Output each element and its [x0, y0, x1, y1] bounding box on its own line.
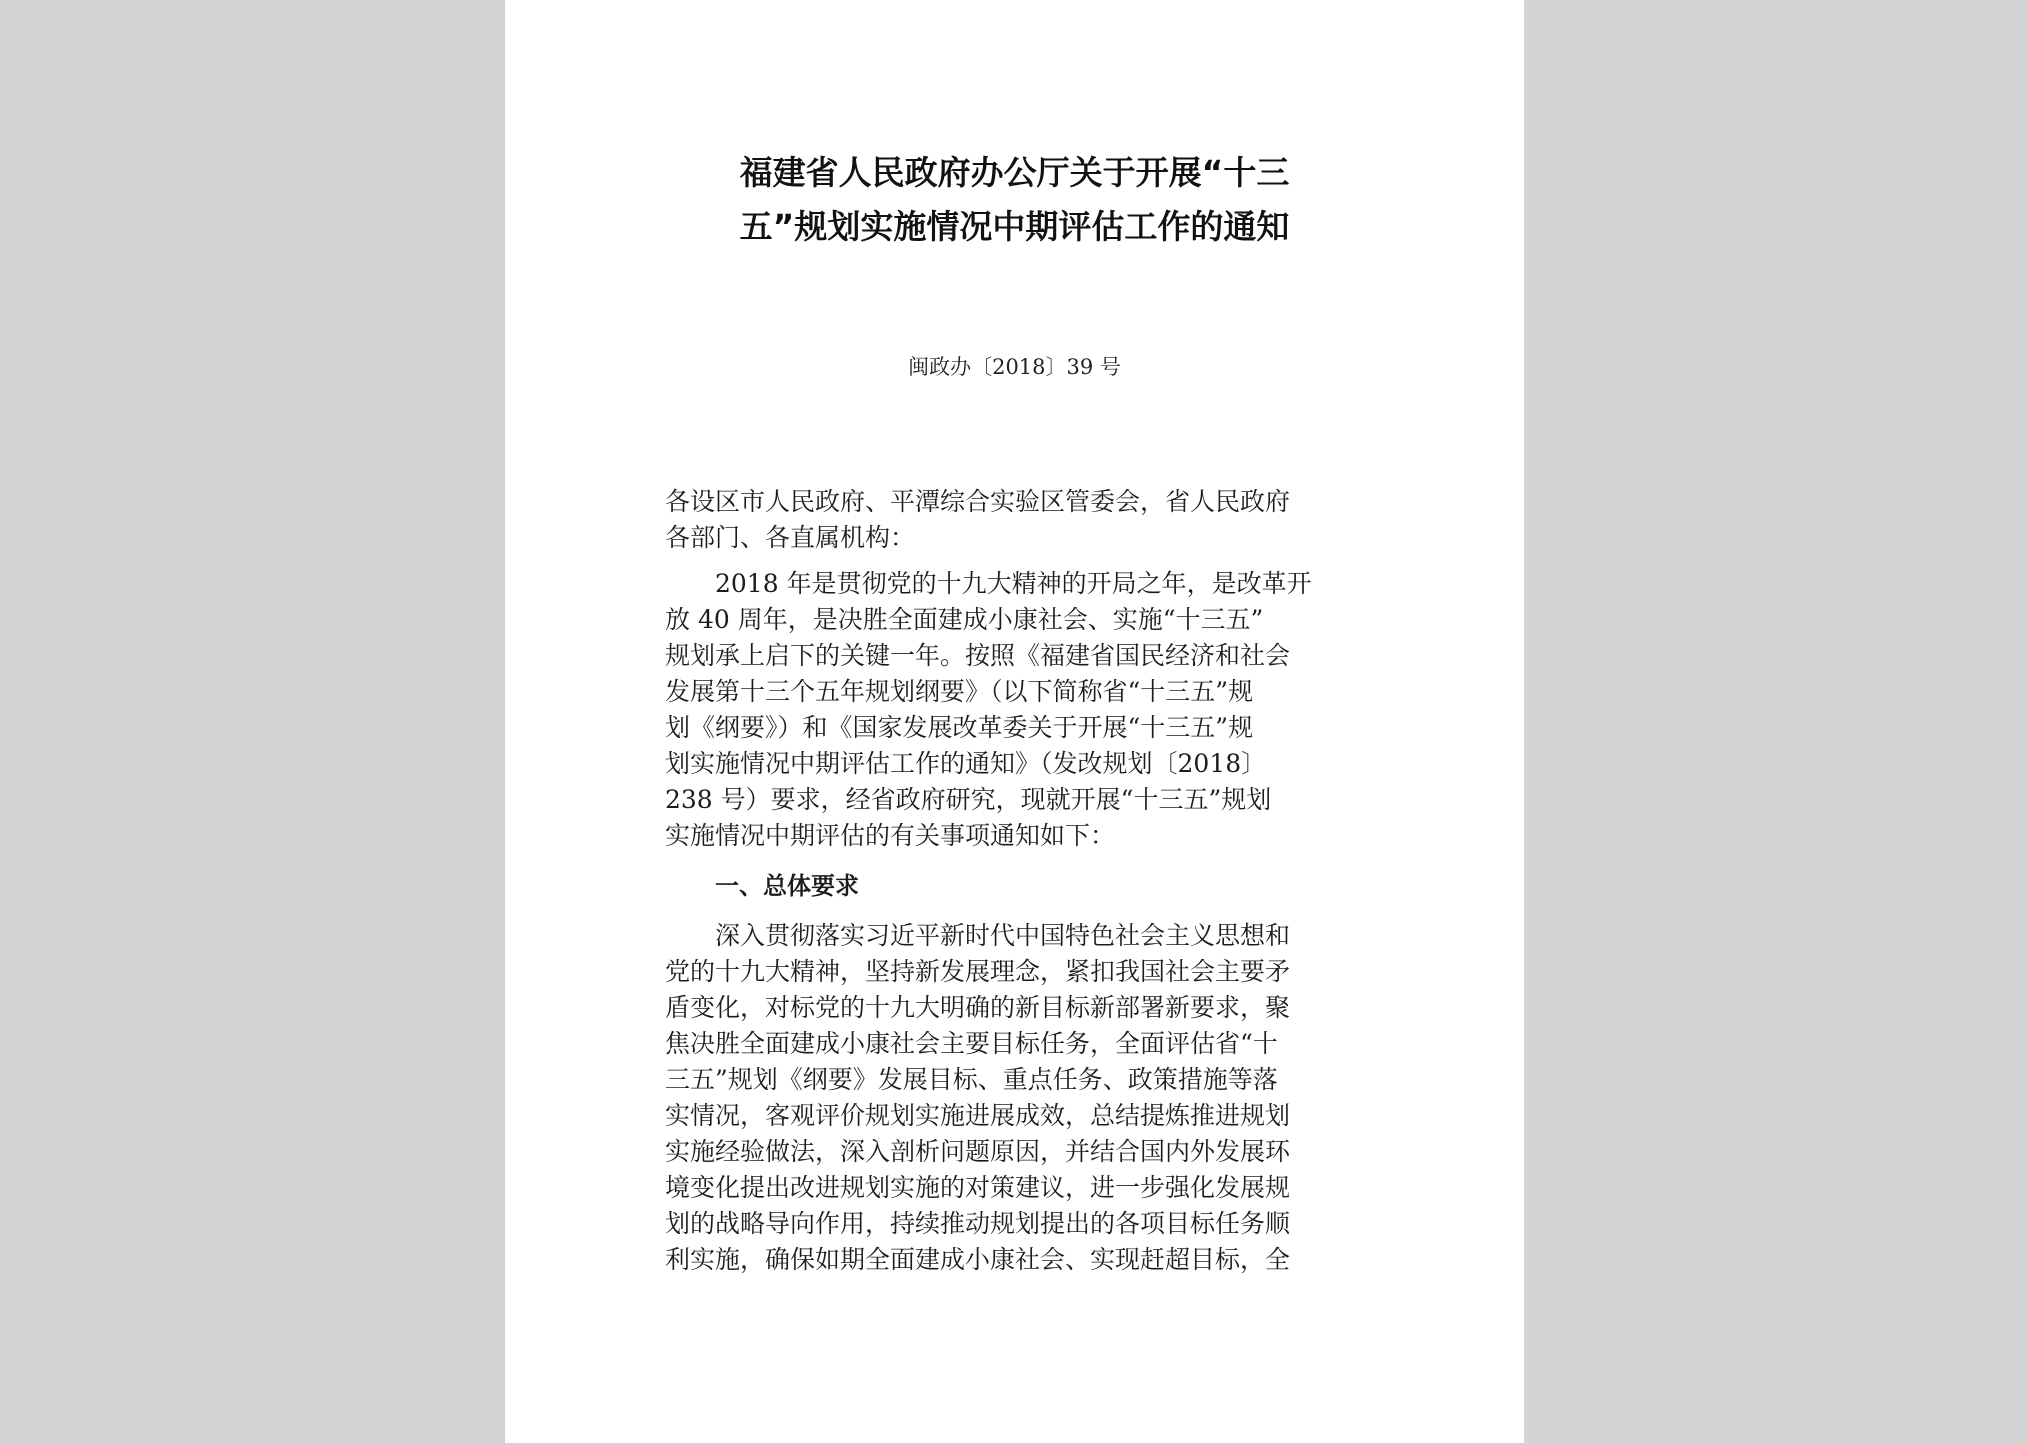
addressee-line: 各部门、各直属机构：: [665, 523, 916, 552]
paragraph-line: 放 40 周年，是决胜全面建成小康社会、实施“十三五”: [665, 605, 1264, 634]
paragraph-line: 划《纲要》）和《国家发展改革委关于开展“十三五”规: [665, 713, 1254, 742]
paragraph-line: 深入贯彻落实习近平新时代中国特色社会主义思想和: [715, 921, 1291, 950]
paragraph-line: 实情况，客观评价规划实施进展成效，总结提炼推进规划: [665, 1101, 1291, 1130]
paragraph-line: 三五”规划《纲要》发展目标、重点任务、政策措施等落: [665, 1065, 1278, 1094]
document-number: 闽政办〔2018〕39 号: [908, 355, 1121, 379]
paragraph-line: 焦决胜全面建成小康社会主要目标任务，全面评估省“十: [665, 1029, 1278, 1058]
paragraph-line: 划实施情况中期评估工作的通知》（发改规划〔2018〕: [665, 749, 1267, 778]
paragraph-line: 发展第十三个五年规划纲要》（以下简称省“十三五”规: [665, 677, 1254, 706]
document-title: [505, 146, 1524, 254]
paragraph-general-requirements: [665, 918, 1365, 1278]
addressee-line: 各设区市人民政府、平潭综合实验区管委会，省人民政府: [665, 487, 1291, 516]
paragraph-line: 2018 年是贯彻党的十九大精神的开局之年，是改革开: [715, 569, 1312, 598]
paragraph-line: 238 号）要求，经省政府研究，现就开展“十三五”规划: [665, 785, 1272, 814]
paragraph-line: 境变化提出改进规划实施的对策建议，进一步强化发展规: [665, 1173, 1291, 1202]
section-heading: 一、总体要求: [715, 872, 859, 900]
paragraph-line: 划的战略导向作用，持续推动规划提出的各项目标任务顺: [665, 1209, 1291, 1238]
paragraph-line: 规划承上启下的关键一年。按照《福建省国民经济和社会: [665, 641, 1291, 670]
title-line: 福建省人民政府办公厅关于开展“十三: [739, 153, 1290, 192]
addressee: [665, 484, 1365, 556]
paragraph-line: 党的十九大精神，坚持新发展理念，紧扣我国社会主要矛: [665, 957, 1291, 986]
paragraph-line: 实施经验做法，深入剖析问题原因，并结合国内外发展环: [665, 1137, 1291, 1166]
paragraph-line: 盾变化，对标党的十九大明确的新目标新部署新要求，聚: [665, 993, 1291, 1022]
title-line: 五”规划实施情况中期评估工作的通知: [739, 207, 1290, 246]
paragraph-intro: [665, 566, 1365, 854]
paragraph-line: 实施情况中期评估的有关事项通知如下：: [665, 821, 1116, 850]
paragraph-line: 利实施，确保如期全面建成小康社会、实现赶超目标，全: [665, 1245, 1291, 1274]
document-body: [665, 484, 1365, 1278]
document-page: [505, 0, 1524, 1443]
